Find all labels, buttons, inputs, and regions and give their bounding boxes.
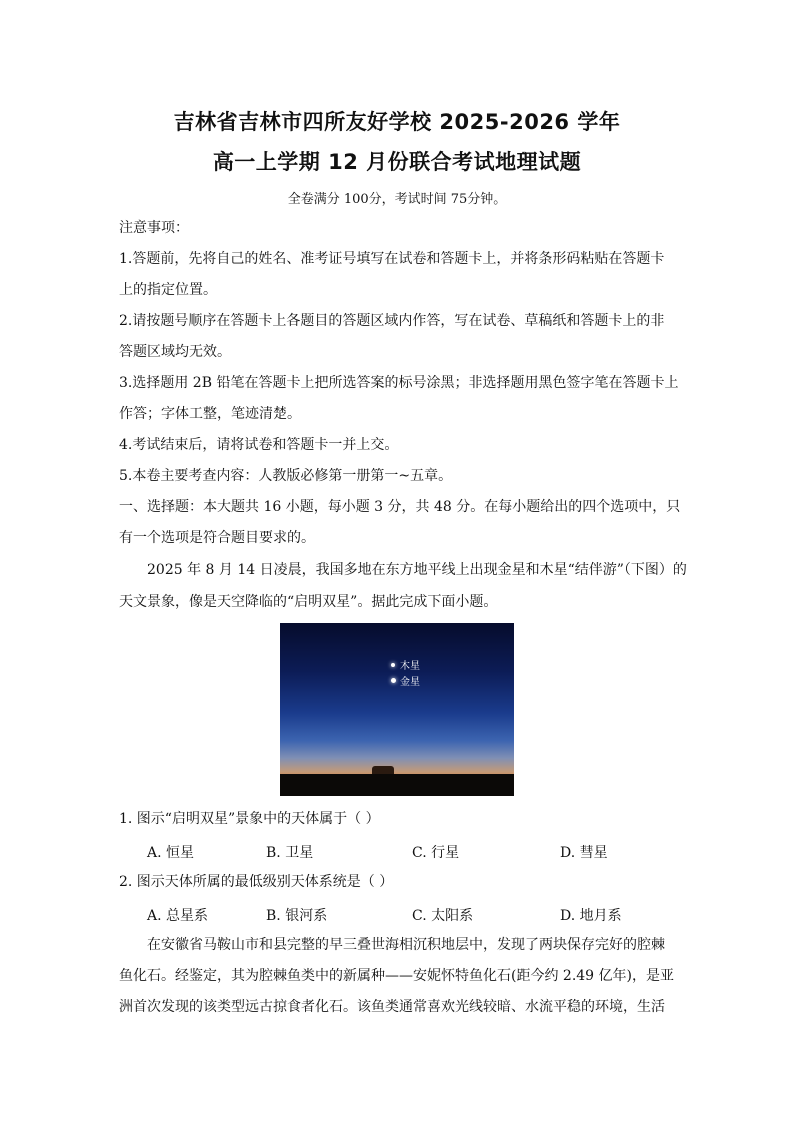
- jupiter-label: 木星: [400, 661, 420, 672]
- section-heading-cont: 有一个选项是符合题目要求的。: [119, 530, 315, 546]
- notes-line: 3.选择题用 2B 铅笔在答题卡上把所选答案的标号涂黑；非选择题用黑色签字笔在答题卡上: [119, 375, 679, 391]
- question-1-option-d: D. 彗星: [560, 845, 608, 861]
- exam-title-line-1: 吉林省吉林市四所友好学校 2025-2026 学年: [173, 110, 621, 134]
- horizon-ground: [280, 774, 514, 796]
- passage-1-line: 天文景象，像是天空降临的“启明双星”。据此完成下面小题。: [119, 594, 498, 610]
- notes-line: 答题区域均无效。: [119, 344, 231, 360]
- question-2-option-c: C. 太阳系: [412, 908, 474, 924]
- venus-jupiter-photo: [280, 623, 514, 796]
- venus-dot: [391, 678, 396, 683]
- passage-2-line: 在安徽省马鞍山市和县完整的早三叠世海相沉积地层中，发现了两块保存完好的腔棘: [147, 937, 665, 953]
- notes-heading: 注意事项：: [119, 220, 189, 236]
- notes-line: 1.答题前，先将自己的姓名、准考证号填写在试卷和答题卡上，并将条形码粘贴在答题卡: [119, 251, 665, 267]
- question-2-stem: 2. 图示天体所属的最低级别天体系统是（ ）: [119, 874, 394, 890]
- question-1-stem: 1. 图示“启明双星”景象中的天体属于（ ）: [119, 811, 380, 827]
- exam-title-line-2: 高一上学期 12 月份联合考试地理试题: [212, 150, 582, 174]
- venus-label: 金星: [400, 677, 420, 688]
- exam-info: 全卷满分 100分，考试时间 75分钟。: [287, 192, 507, 207]
- notes-line: 2.请按题号顺序在答题卡上各题目的答题区域内作答，写在试卷、草稿纸和答题卡上的非: [119, 313, 665, 329]
- question-2-option-b: B. 银河系: [266, 908, 328, 924]
- notes-line: 上的指定位置。: [119, 282, 217, 298]
- notes-line: 4.考试结束后，请将试卷和答题卡一并上交。: [119, 437, 399, 453]
- jupiter-dot: [391, 663, 395, 667]
- passage-2-line: 洲首次发现的该类型远古掠食者化石。该鱼类通常喜欢光线较暗、水流平稳的环境，生活: [119, 999, 665, 1015]
- question-2-option-d: D. 地月系: [560, 908, 622, 924]
- question-1-option-a: A. 恒星: [147, 845, 195, 861]
- question-2-option-a: A. 总星系: [147, 908, 209, 924]
- passage-2-line: 鱼化石。经鉴定，其为腔棘鱼类中的新属种——安妮怀特鱼化石(距今约 2.49 亿年)，是亚: [119, 968, 674, 984]
- question-1-option-b: B. 卫星: [266, 845, 314, 861]
- notes-line: 5.本卷主要考查内容：人教版必修第一册第一~五章。: [119, 468, 453, 484]
- question-1-option-c: C. 行星: [412, 845, 460, 861]
- section-heading: 一、选择题：本大题共 16 小题，每小题 3 分，共 48 分。在每小题给出的四个选项中，只: [119, 499, 681, 515]
- passage-1-line: 2025 年 8 月 14 日凌晨，我国多地在东方地平线上出现金星和木星“结伴游”（下图）的: [147, 562, 687, 578]
- notes-line: 作答；字体工整，笔迹清楚。: [119, 406, 301, 422]
